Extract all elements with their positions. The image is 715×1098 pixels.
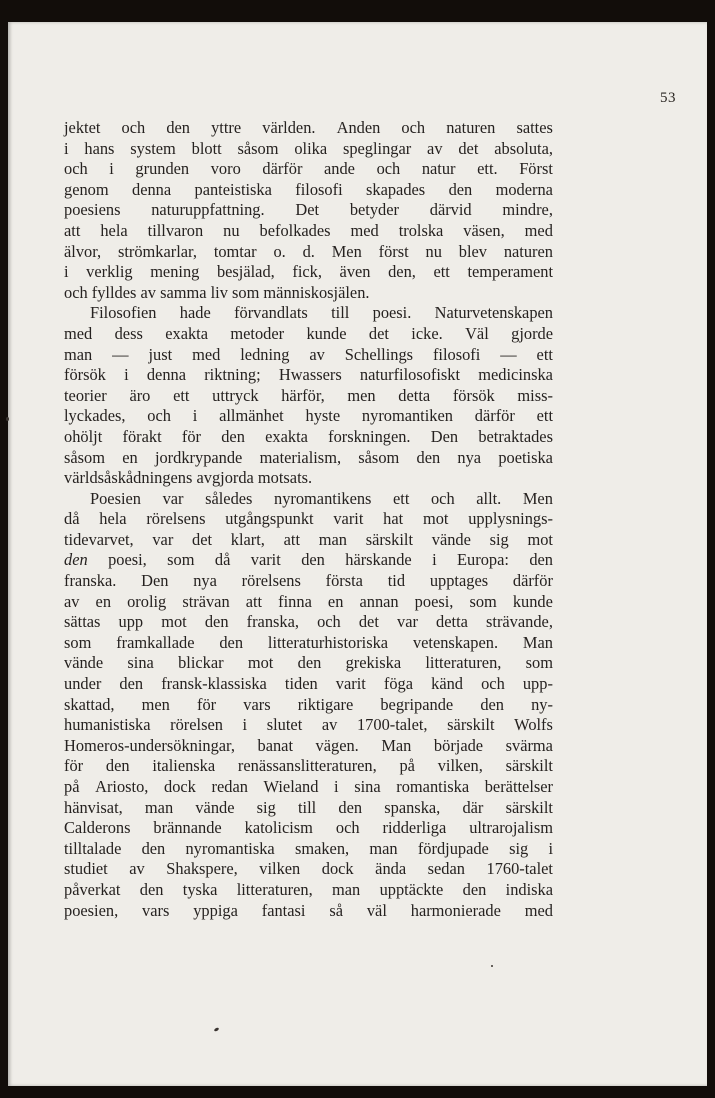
body-text [64,118,553,921]
text-line: med dess exakta metoder kunde det icke. Väl gjorde [64,323,553,343]
text-line: lyckades, och i allmänhet hyste nyromantiken därför ett [64,406,553,426]
text-line: skattad, men för vars riktigare begripande den ny- [64,694,553,714]
text-line: franska. Den nya rörelsens första tid upptages därför [64,571,553,591]
text-line: försök i denna riktning; Hwassers naturfilosofiskt medicinska [64,365,553,385]
text-line: teorier äro ett uttryck härför, men detta försök miss- [64,385,553,405]
text-line: man — just med ledning av Schellings filosofi — ett [64,344,553,364]
book-page [8,22,707,1086]
ink-speck [491,965,493,967]
text-line: och i grunden voro därför ande och natur ett. Först [64,159,553,179]
text-line: i hans system blott såsom olika speglingar av det absoluta, [64,138,553,158]
text-line: på Ariosto, dock redan Wieland i sina romantiska berättelser [64,777,553,796]
text-line: av en orolig strävan att finna en annan poesi, som kunde [64,591,553,611]
ink-speck [214,1027,220,1032]
text-line: för den italienska renässanslitteraturen, på vilken, särskilt [64,756,553,776]
ink-speck [6,417,9,421]
text-line: humanistiska rörelsen i slutet av 1700-talet, särskilt Wolfs [64,715,553,735]
text-line: då hela rörelsens utgångspunkt varit hat mot upplysnings- [64,509,553,529]
text-line: och fylldes av samma liv som människosjälen. [64,282,370,302]
text-line: påverkat den tyska litteraturen, man upptäckte den indiska [64,879,553,899]
text-line: tilltalade den nyromantiska smaken, man fördjupade sig i [64,838,553,858]
text-line: under den fransk-klassiska tiden varit föga känd och upp- [64,674,553,694]
text-line: som framkallade den litteraturhistoriska vetenskapen. Man [64,632,553,652]
text-line: vände sina blickar mot den grekiska litteraturen, som [64,653,553,673]
text-line: Poesien var således nyromantikens ett och allt. Men [90,488,553,508]
text-line: poesien, vars yppiga fantasi så väl harmonierade med [64,900,553,920]
text-line: världsåskådningens avgjorda motsats. [64,468,313,488]
text-line: Homeros-undersökningar, banat vägen. Man började svärma [64,735,553,755]
text-line: den poesi, som då varit den härskande i Europa: den [64,550,553,570]
text-line: Calderons brännande katolicism och ridderliga ultrarojalism [64,818,553,838]
text-line: jektet och den yttre världen. Anden och naturen sattes [64,118,553,137]
page-number: 53 [660,90,676,106]
text-line: studiet av Shakspere, vilken dock ända sedan 1760-talet [64,859,553,879]
text-line: att hela tillvaron nu befolkades med trolska väsen, med [64,220,553,240]
text-line: såsom en jordkrypande materialism, såsom den nya poetiska [64,447,553,467]
text-line: Filosofien hade förvandlats till poesi. Naturvetenskapen [90,303,553,323]
text-line: genom denna panteistiska filosofi skapades den moderna [64,179,553,199]
text-line: älvor, strömkarlar, tomtar o. d. Men först nu blev naturen [64,241,553,261]
text-line: i verklig mening besjälad, fick, även den, ett temperament [64,262,553,282]
text-line: poesiens naturuppfattning. Det betyder därvid mindre, [64,200,553,220]
text-line: hänvisat, man vände sig till den spanska, där särskilt [64,797,553,817]
text-line: ohöljt förakt för den exakta forskningen. Den betraktades [64,426,553,446]
text-line: tidevarvet, var det klart, att man särskilt vände sig mot [64,529,553,549]
text-line: sättas upp mot den franska, och det var detta strävande, [64,612,553,632]
